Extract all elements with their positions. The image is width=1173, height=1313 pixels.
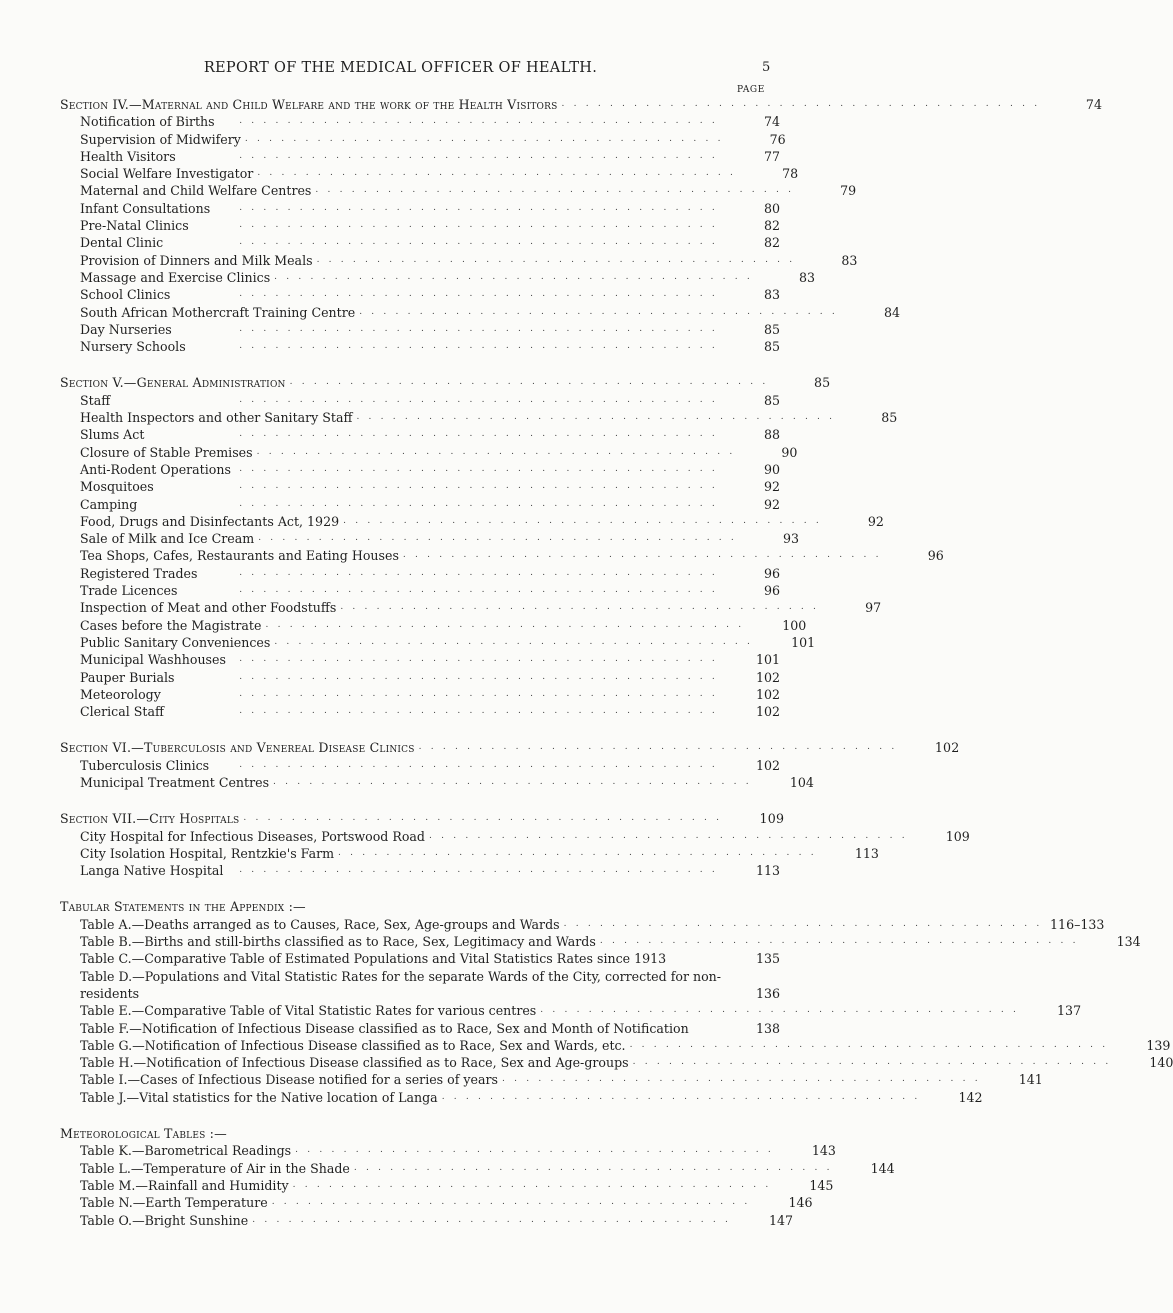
toc-entry-label: Table F.—Notification of Infectious Disease classified as to Race, Sex and Month of Notification [80,1020,689,1036]
toc-entry-label: Slums Act [80,427,145,443]
toc-entry-label: Nursery Schools [80,339,186,355]
dot-leader: . . . . . . . . . . . . . . . . . . . . . . . . . . . . . . . . . . . . . . . . [239,202,718,213]
toc-entry [60,131,786,148]
toc-entry-label: Table B.—Births and still-births classified as to Race, Sex, Legitimacy and Wards [80,934,596,950]
toc-entry-page: 138 [755,1020,780,1036]
toc-entry-label: Table M.—Rainfall and Humidity [80,1177,289,1193]
toc-entry-label: Table A.—Deaths arranged as to Causes, Race, Sex, Age-groups and Wards [80,916,560,932]
dot-leader: . . . . . . . . . . . . . . . . . . . . . . . . . . . . . . . . . . . . . . . . [338,847,817,858]
toc-entry [60,1071,1043,1088]
toc-entry [60,617,807,634]
toc-entry-page: 76 [769,131,786,147]
toc-entry [60,321,780,338]
toc-entry [60,634,816,651]
toc-section [60,374,944,720]
toc-entry-label: Maternal and Child Welfare Centres [80,183,312,199]
dot-leader: . . . . . . . . . . . . . . . . . . . . . . . . . . . . . . . . . . . . . . . . [271,1197,751,1208]
toc-entry-page: 74 [763,114,780,130]
page-title: REPORT OF THE MEDICAL OFFICER OF HEALTH. [203,60,598,76]
toc-entry-page: 92 [763,479,780,495]
toc-entry-label: Table J.—Vital statistics for the Native location of Langa [80,1089,438,1105]
toc-entry-page: 141 [1018,1072,1043,1088]
dot-leader: . . . . . . . . . . . . . . . . . . . . . . . . . . . . . . . . . . . . . . . . [239,463,718,474]
toc-entry-page: 96 [927,548,944,564]
toc-entry-page: 84 [883,304,900,320]
dot-leader: . . . . . . . . . . . . . . . . . . . . . . . . . . . . . . . . . . . . . . . . [239,481,718,492]
toc-entry [60,703,780,720]
toc-entry-label: School Clinics [80,287,171,303]
toc-entry-label: Table N.—Earth Temperature [80,1195,268,1211]
toc-entry-page: 116–133 [1050,916,1105,932]
section-heading [60,96,1103,113]
dot-leader: . . . . . . . . . . . . . . . . . . . . . . . . . . . . . . . . . . . . . . . . [402,550,882,561]
section-heading [60,898,780,915]
toc-entry [60,513,884,530]
toc-entry-page: 135 [755,951,780,967]
dot-leader: . . . . . . . . . . . . . . . . . . . . . . . . . . . . . . . . . . . . . . . . [256,446,736,457]
toc-entry [60,286,780,303]
toc-entry-page: 113 [755,863,780,879]
toc-entry-label: Day Nurseries [80,321,172,337]
toc-entry-page: 142 [958,1089,983,1105]
toc-entry [60,651,780,668]
dot-leader: . . . . . . . . . . . . . . . . . . . . . . . . . . . . . . . . . . . . . . . . [289,377,769,388]
toc-entry [60,496,780,513]
toc-entry-page: 85 [881,410,898,426]
toc-entry-label: Massage and Exercise Clinics [80,269,271,285]
dot-leader: . . . . . . . . . . . . . . . . . . . . . . . . . . . . . . . . . . . . . . . . [239,498,718,509]
toc-entry-page: 83 [763,287,780,303]
dot-leader: . . . . . . . . . . . . . . . . . . . . . . . . . . . . . . . . . . . . . . . . [340,602,820,613]
toc-entry [60,547,944,564]
dot-leader: . . . . . . . . . . . . . . . . . . . . . . . . . . . . . . . . . . . . . . . . [239,585,718,596]
section-heading-label: Section VI.—Tuberculosis and Venereal Disease Clinics [60,740,415,756]
toc-entry [60,757,780,774]
toc-entry-label: Mosquitoes [80,479,154,495]
toc-entry-label: Inspection of Meat and other Foodstuffs [80,600,337,616]
toc-section [60,810,970,879]
toc-entry [60,478,780,495]
toc-entry-page: 88 [763,427,780,443]
toc-entry-page: 85 [763,392,780,408]
section-heading [60,374,831,391]
toc-entry-label: Table I.—Cases of Infectious Disease notified for a series of years [80,1072,498,1088]
toc-entry [60,252,858,269]
dot-leader: . . . . . . . . . . . . . . . . . . . . . . . . . . . . . . . . . . . . . . . . [292,1179,772,1190]
toc-entry [60,1194,813,1211]
toc-entry-label: Health Visitors [80,148,176,164]
toc-entry-label: Trade Licences [80,583,178,599]
toc-entry-label: Tea Shops, Cafes, Restaurants and Eating Houses [80,548,399,564]
toc-entry-page: 139 [1146,1037,1171,1053]
dot-leader: . . . . . . . . . . . . . . . . . . . . . . . . . . . . . . . . . . . . . . . . [273,776,752,787]
toc-entry [60,426,780,443]
toc-entry [60,916,1105,933]
toc-entry-page: 101 [755,652,780,668]
dot-leader: . . . . . . . . . . . . . . . . . . . . . . . . . . . . . . . . . . . . . . . . [274,271,753,282]
toc-entry-page: 93 [782,531,799,547]
toc-entry-page: 97 [865,600,882,616]
dot-leader: . . . . . . . . . . . . . . . . . . . . . . . . . . . . . . . . . . . . . . . . [540,1005,1020,1016]
toc-entry-page: 85 [763,339,780,355]
dot-leader: . . . . . . . . . . . . . . . . . . . . . . . . . . . . . . . . . . . . . . . . [239,394,718,405]
dot-leader: . . . . . . . . . . . . . . . . . . . . . . . . . . . . . . . . . . . . . . . . [239,688,718,699]
toc-entry [60,304,900,321]
toc-entry-page: 101 [791,634,816,650]
toc-entry-page: 82 [763,218,780,234]
toc-entry [60,1089,983,1106]
toc-entry [60,217,780,234]
toc-section [60,739,960,791]
dot-leader: . . . . . . . . . . . . . . . . . . . . . . . . . . . . . . . . . . . . . . . . [239,116,718,127]
toc-entry-page: 102 [755,704,780,720]
dot-leader: . . . . . . . . . . . . . . . . . . . . . . . . . . . . . . . . . . . . . . . . [239,429,718,440]
dot-leader: . . . . . . . . . . . . . . . . . . . . . . . . . . . . . . . . . . . . . . . . [563,918,1043,929]
toc-entry [60,269,815,286]
toc-entry-page: 83 [798,269,815,285]
dot-leader: . . . . . . . . . . . . . . . . . . . . . . . . . . . . . . . . . . . . . . . . [274,636,754,647]
section-heading-label: Section IV.—Maternal and Child Welfare and the work of the Health Visitors [60,97,558,112]
toc-entry-label: City Hospital for Infectious Diseases, Portswood Road [80,828,425,844]
toc-entry [60,933,1141,950]
toc-entry-label: Pauper Burials [80,669,175,685]
toc-entry-page: 104 [789,774,814,790]
toc-entry-label: Notification of Births [80,114,215,130]
toc-entry [60,968,780,1003]
toc-entry-page: 140 [1149,1055,1173,1071]
toc-entry-label: Table C.—Comparative Table of Estimated Populations and Vital Statistics Rates since 1913 [80,951,667,967]
dot-leader: . . . . . . . . . . . . . . . . . . . . . . . . . . . . . . . . . . . . . . . . [239,671,718,682]
toc-entry [60,1020,780,1037]
toc-section [60,1125,895,1229]
toc-entry-label: Food, Drugs and Disinfectants Act, 1929 [80,513,340,529]
dot-leader: . . . . . . . . . . . . . . . . . . . . . . . . . . . . . . . . . . . . . . . . [359,306,838,317]
toc-entry-label: Dental Clinic [80,235,164,251]
toc-entry [60,338,780,355]
toc-entry [60,1142,836,1159]
toc-entry-label: Supervision of Midwifery [80,131,241,147]
toc-entry-label: Table G.—Notification of Infectious Disease classified as to Race, Sex and Wards, etc. [80,1037,626,1053]
toc-entry-label: Table E.—Comparative Table of Vital Statistic Rates for various centres [80,1003,537,1019]
toc-entry-label: Public Sanitary Conveniences [80,634,271,650]
toc-entry-label: Municipal Treatment Centres [80,774,270,790]
toc-entry-page: 80 [763,200,780,216]
toc-entry-label: Closure of Stable Premises [80,444,253,460]
toc-entry-page: 90 [763,461,780,477]
toc-entry [60,234,780,251]
toc-entry-page: 134 [1116,934,1141,950]
toc-entry [60,165,799,182]
toc-entry-page: 96 [763,583,780,599]
dot-leader: . . . . . . . . . . . . . . . . . . . . . . . . . . . . . . . . . . . . . . . . [239,865,718,876]
dot-leader: . . . . . . . . . . . . . . . . . . . . . . . . . . . . . . . . . . . . . . . . [632,1057,1112,1068]
section-heading-label: Meteorological Tables :— [60,1126,227,1142]
toc-entry [60,1037,1171,1054]
toc-entry [60,148,780,165]
toc-entry-page: 143 [811,1143,836,1159]
toc-entry-label: Table D.—Populations and Vital Statistic Rates for the separate Wards of the City, corrected for non-residents [80,968,722,1001]
section-heading-label: Section VII.—City Hospitals [60,811,240,827]
section-heading [60,739,960,756]
toc-entry-label: Registered Trades [80,565,198,581]
toc-entry-page: 145 [809,1177,834,1193]
toc-section [60,96,1103,355]
dot-leader: . . . . . . . . . . . . . . . . . . . . . . . . . . . . . . . . . . . . . . . . [353,1162,833,1173]
dot-leader: . . . . . . . . . . . . . . . . . . . . . . . . . . . . . . . . . . . . . . . . [501,1074,981,1085]
section-page-number: 85 [813,375,831,391]
toc-entry-label: Tuberculosis Clinics [80,757,210,773]
toc-entry-page: 83 [841,252,858,268]
toc-entry-page: 100 [782,617,807,633]
toc-entry [60,565,780,582]
toc-entry [60,1177,834,1194]
toc-entry [60,669,780,686]
toc-entry [60,862,780,879]
toc-entry-label: Infant Consultations [80,200,211,216]
toc-entry [60,1002,1082,1019]
toc-entry-page: 102 [755,669,780,685]
toc-entry-label: Social Welfare Investigator [80,166,254,182]
toc-entry-label: Table K.—Barometrical Readings [80,1143,292,1159]
toc-entry [60,774,814,791]
toc-entry-page: 92 [867,513,884,529]
toc-entry-label: Staff [80,392,111,408]
toc-entry-label: Clerical Staff [80,704,164,720]
dot-leader: . . . . . . . . . . . . . . . . . . . . . . . . . . . . . . . . . . . . . . . . [239,654,718,665]
toc-entry-page: 96 [763,565,780,581]
toc-entry [60,582,780,599]
toc-entry-page: 147 [768,1212,794,1228]
toc-entry [60,200,780,217]
toc-entry-page: 144 [870,1160,895,1176]
toc-entry-page: 85 [763,321,780,337]
dot-leader: . . . . . . . . . . . . . . . . . . . . . . . . . . . . . . . . . . . . . . . . [441,1091,921,1102]
toc-entry-label: City Isolation Hospital, Rentzkie's Farm [80,845,335,861]
dot-leader: . . . . . . . . . . . . . . . . . . . . . . . . . . . . . . . . . . . . . . . . [356,412,836,423]
toc-entry-label: Meteorology [80,686,161,702]
dot-leader: . . . . . . . . . . . . . . . . . . . . . . . . . . . . . . . . . . . . . . . . [239,237,718,248]
dot-leader: . . . . . . . . . . . . . . . . . . . . . . . . . . . . . . . . . . . . . . . . [316,254,796,265]
toc-entry-page: 146 [788,1195,813,1211]
toc-entry-label: Table H.—Notification of Infectious Disease classified as to Race, Sex and Age-groups [80,1055,629,1071]
toc-entry-label: Anti-Rodent Operations [80,461,231,477]
toc-entry [60,599,882,616]
dot-leader: . . . . . . . . . . . . . . . . . . . . . . . . . . . . . . . . . . . . . . . . [239,759,718,770]
toc-entry [60,182,857,199]
section-page-number: 109 [759,811,785,827]
dot-leader: . . . . . . . . . . . . . . . . . . . . . . . . . . . . . . . . . . . . . . . . [265,619,745,630]
section-heading [60,1125,780,1142]
dot-leader: . . . . . . . . . . . . . . . . . . . . . . . . . . . . . . . . . . . . . . . . [258,533,737,544]
toc-section [60,898,1173,1106]
dot-leader: . . . . . . . . . . . . . . . . . . . . . . . . . . . . . . . . . . . . . . . . [243,813,723,824]
toc-entry-page: 90 [781,444,798,460]
dot-leader: . . . . . . . . . . . . . . . . . . . . . . . . . . . . . . . . . . . . . . . . [561,99,1041,109]
toc-entry-page: 79 [840,183,857,199]
toc-entry-label: Sale of Milk and Ice Cream [80,531,255,547]
toc-entry-label: South African Mothercraft Training Centre [80,304,356,320]
toc-entry [60,461,780,478]
toc-entry [60,845,879,862]
toc-entry [60,828,970,845]
dot-leader: . . . . . . . . . . . . . . . . . . . . . . . . . . . . . . . . . . . . . . . . [239,706,718,717]
dot-leader: . . . . . . . . . . . . . . . . . . . . . . . . . . . . . . . . . . . . . . . . [257,168,737,179]
toc-entry-page: 136 [755,985,780,1001]
toc-entry-label: Provision of Dinners and Milk Meals [80,252,313,268]
toc-entry-label: Camping [80,496,138,512]
toc-entry [60,950,780,967]
page-column-label: PAGE [737,85,765,95]
dot-leader: . . . . . . . . . . . . . . . . . . . . . . . . . . . . . . . . . . . . . . . . [239,220,718,231]
toc-entry [60,409,898,426]
toc-entry [60,1054,1173,1071]
toc-entry-page: 137 [1057,1003,1082,1019]
dot-leader: . . . . . . . . . . . . . . . . . . . . . . . . . . . . . . . . . . . . . . . . [239,567,718,578]
section-heading-label: Tabular Statements in the Appendix :— [60,899,306,915]
section-page-number: 74 [1085,97,1103,112]
table-of-contents [60,96,1173,1248]
dot-leader: . . . . . . . . . . . . . . . . . . . . . . . . . . . . . . . . . . . . . . . . [239,289,718,300]
toc-entry-label: Pre-Natal Clinics [80,218,189,234]
toc-entry [60,113,780,130]
dot-leader: . . . . . . . . . . . . . . . . . . . . . . . . . . . . . . . . . . . . . . . . [244,133,724,144]
dot-leader: . . . . . . . . . . . . . . . . . . . . . . . . . . . . . . . . . . . . . . . . [629,1039,1109,1050]
toc-entry-page: 109 [945,828,970,844]
toc-entry-page: 92 [763,496,780,512]
toc-entry-label: Municipal Washhouses [80,652,226,668]
dot-leader: . . . . . . . . . . . . . . . . . . . . . . . . . . . . . . . . . . . . . . . . [429,830,908,841]
toc-entry-label: Langa Native Hospital [80,863,224,879]
dot-leader: . . . . . . . . . . . . . . . . . . . . . . . . . . . . . . . . . . . . . . . . [252,1214,732,1225]
toc-entry [60,392,780,409]
toc-entry-page: 82 [763,235,780,251]
dot-leader: . . . . . . . . . . . . . . . . . . . . . . . . . . . . . . . . . . . . . . . . [295,1145,774,1156]
toc-entry-page: 77 [763,148,780,164]
dot-leader: . . . . . . . . . . . . . . . . . . . . . . . . . . . . . . . . . . . . . . . . [239,323,718,334]
dot-leader: . . . . . . . . . . . . . . . . . . . . . . . . . . . . . . . . . . . . . . . . [239,341,718,352]
toc-entry [60,1212,794,1229]
toc-entry-page: 102 [755,686,780,702]
toc-entry-page: 102 [755,757,780,773]
toc-entry-page: 78 [782,166,799,182]
dot-leader: . . . . . . . . . . . . . . . . . . . . . . . . . . . . . . . . . . . . . . . . [315,185,795,196]
toc-entry-label: Table L.—Temperature of Air in the Shade [80,1160,350,1176]
section-heading [60,810,785,827]
toc-entry [60,444,798,461]
dot-leader: . . . . . . . . . . . . . . . . . . . . . . . . . . . . . . . . . . . . . . . . [343,515,822,526]
toc-entry [60,686,780,703]
toc-entry [60,1160,895,1177]
toc-entry-label: Table O.—Bright Sunshine [80,1212,249,1228]
section-page-number: 102 [934,740,960,756]
dot-leader: . . . . . . . . . . . . . . . . . . . . . . . . . . . . . . . . . . . . . . . . [418,742,898,753]
page-number: 5 [762,60,771,75]
section-heading-label: Section V.—General Administration [60,375,286,391]
dot-leader: . . . . . . . . . . . . . . . . . . . . . . . . . . . . . . . . . . . . . . . . [599,936,1079,947]
toc-entry-label: Health Inspectors and other Sanitary Staff [80,410,353,426]
toc-entry [60,530,799,547]
toc-entry-label: Cases before the Magistrate [80,617,262,633]
dot-leader: . . . . . . . . . . . . . . . . . . . . . . . . . . . . . . . . . . . . . . . . [239,150,718,161]
toc-entry-page: 113 [854,845,879,861]
